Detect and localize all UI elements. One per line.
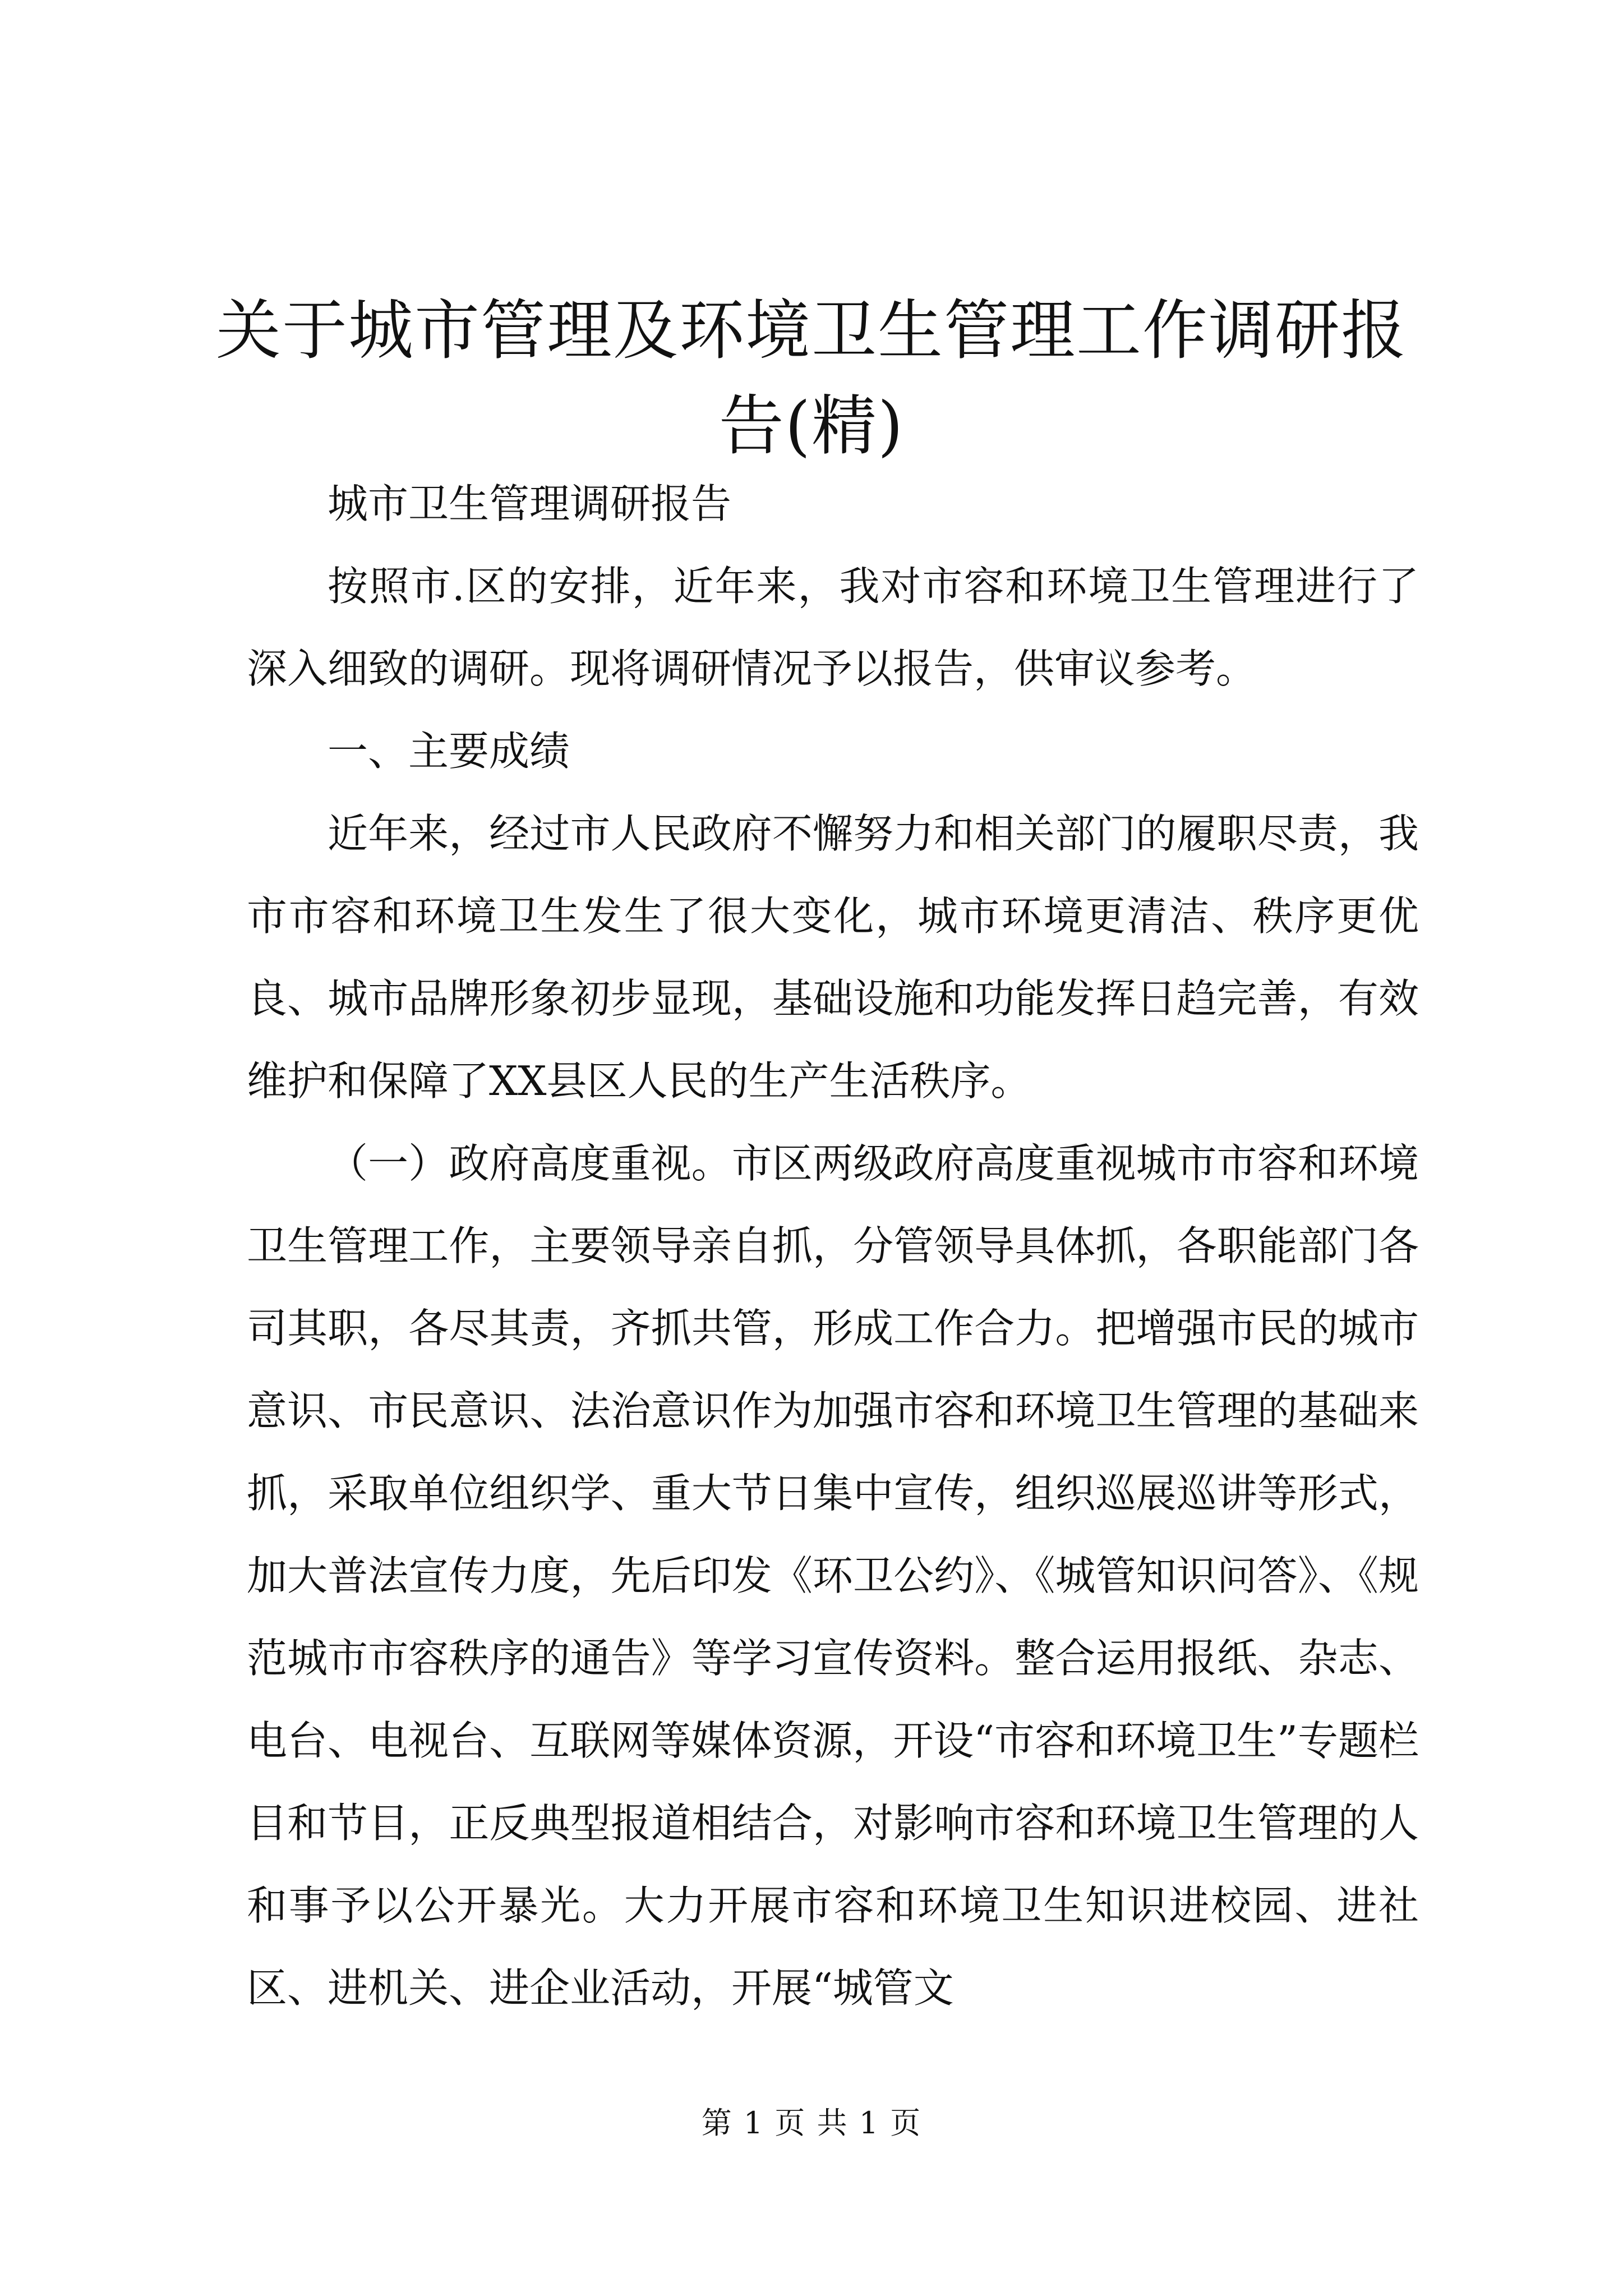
intro-paragraph: 按照市.区的安排，近年来，我对市容和环境卫生管理进行了深入细致的调研。现将调研情况予以报告，供审议参考。 bbox=[247, 563, 1419, 692]
document-title: 关于城市管理及环境卫生管理工作调研报告(精) bbox=[216, 293, 1407, 464]
section-heading: 一、主要成绩 bbox=[328, 728, 570, 775]
page-number: 第 1 页 共 1 页 bbox=[701, 2105, 922, 2141]
subtitle-paragraph: 城市卫生管理调研报告 bbox=[328, 480, 732, 527]
government-attention-paragraph: （一）政府高度重视。市区两级政府高度重视城市市容和环境卫生管理工作，主要领导亲自抓，分管领导具体抓，各职能部门各司其职，各尽其责，齐抓共管，形成工作合力。把增强市民的城市意识、市民意识、法治意识作为加强市容和环境卫生管理的基础来抓，采取单位组织学、重大节日集中宣传，组织巡展巡讲等形式，加大普法宣传力度，先后印发《环卫公约》、《城管知识问答》、《规范城市市容秩序的通告》等学习宣传资料。整合运用报纸、杂志、电台、电视台、互联网等媒体资源，开设“市容和环境卫生”专题栏目和节目，正反典型报道相结合，对影响市容和环境卫生管理的人和事予以公开暴光。大力开展市容和环境卫生知识进校园、进社区、进机关、进企业活动，开展“城管文 bbox=[247, 1140, 1419, 2012]
achievements-paragraph: 近年来，经过市人民政府不懈努力和相关部门的履职尽责，我市市容和环境卫生发生了很大变化，城市环境更清洁、秩序更优良、城市品牌形象初步显现，基础设施和功能发挥日趋完善，有效维护和保障了XX县区人民的生产生活秩序。 bbox=[247, 810, 1419, 1105]
document-body bbox=[247, 463, 1419, 2030]
